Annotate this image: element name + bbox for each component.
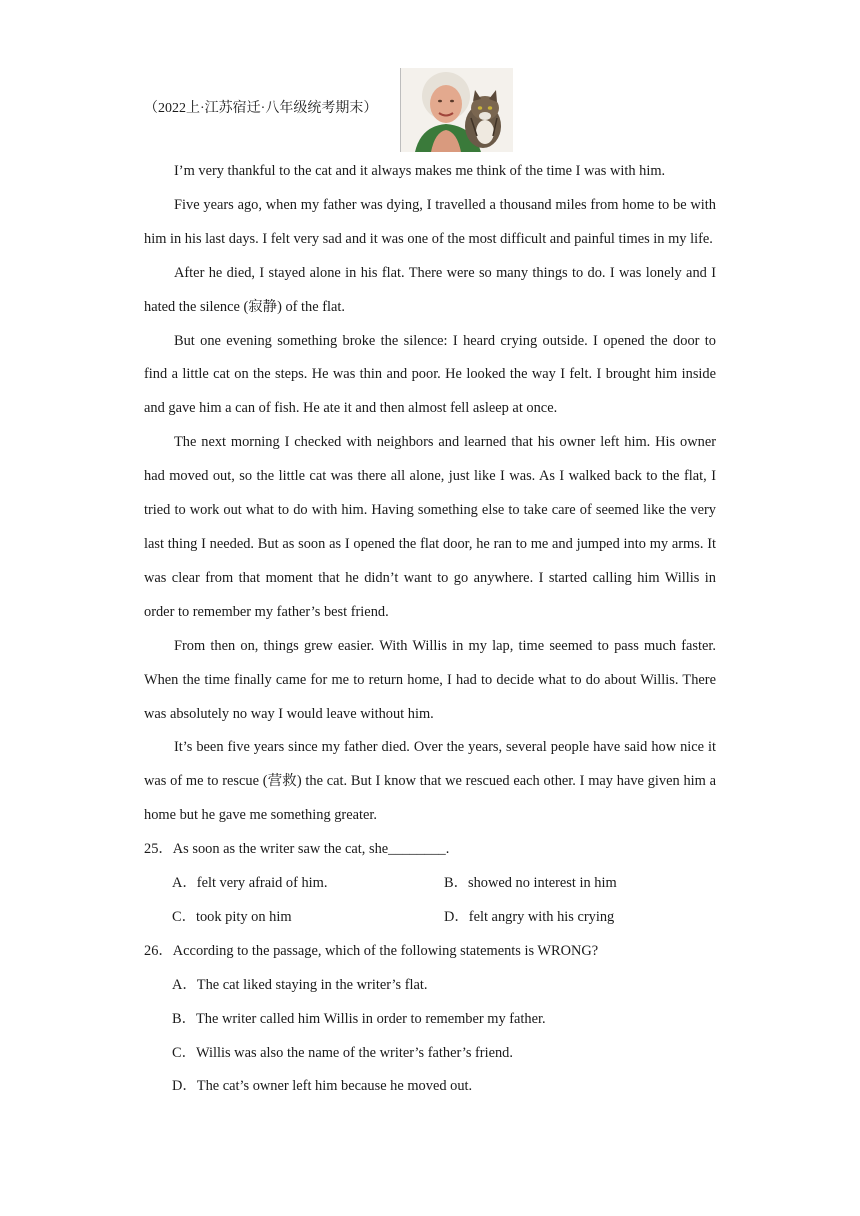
woman-with-cat-image (400, 68, 513, 152)
option: B．The writer called him Willis in order to remember my father. (172, 1010, 546, 1027)
question-source: （2022上·江苏宿迁·八年级统考期末） (144, 101, 378, 116)
question-stem: 25．As soon as the writer saw the cat, she________. (144, 841, 450, 858)
paragraph: From then on, things grew easier. With Willis in my lap, time seemed to pass much faster. When the time finally came for me to return home, I had to decide what to do about Willis. There was absolutely no way I would leave without him. (144, 637, 716, 722)
paragraph: After he died, I stayed alone in his flat. There were so many things to do. I was lonely and I hated the silence (寂静) of the flat. (144, 264, 716, 315)
option-row (144, 867, 716, 901)
option: D．felt angry with his crying (444, 908, 615, 925)
option: A．The cat liked staying in the writer’s flat. (172, 976, 428, 993)
option: C．took pity on him (172, 908, 292, 925)
paragraph: The next morning I checked with neighbors and learned that his owner left him. His owner had moved out, so the little cat was there all alone, just like I was. As I walked back to the flat, I tried to work out what to do with him. Having something else to take care of seemed like the very last thing I needed. But as soon as I opened the flat door, he ran to me and jumped into my arms. It was clear from that moment that he didn’t want to go anywhere. I started calling him Willis in order to remember my father’s best friend. (144, 434, 716, 620)
option: D．The cat’s owner left him because he moved out. (172, 1078, 473, 1095)
passage (144, 155, 716, 1104)
question-stem: 26．According to the passage, which of the following statements is WRONG? (144, 942, 599, 959)
option: A．felt very afraid of him. (172, 875, 328, 892)
option: C．Willis was also the name of the writer’s father’s friend. (172, 1044, 513, 1061)
paragraph: Five years ago, when my father was dying, I travelled a thousand miles from home to be with him in his last days. I felt very sad and it was one of the most difficult and painful times in my life. (144, 196, 716, 247)
paragraph: I’m very thankful to the cat and it always makes me think of the time I was with him. (174, 163, 666, 179)
option-row (144, 901, 716, 935)
paragraph: It’s been five years since my father died. Over the years, several people have said how nice it was of me to rescue (营救) the cat. But I know that we rescued each other. I may have given him a home but he gave me something greater. (144, 739, 716, 824)
paragraph: But one evening something broke the silence: I heard crying outside. I opened the door to find a little cat on the steps. He was thin and poor. He looked the way I felt. I brought him inside and gave him a can of fish. He ate it and then almost fell asleep at once. (144, 332, 716, 417)
option: B．showed no interest in him (444, 875, 617, 892)
